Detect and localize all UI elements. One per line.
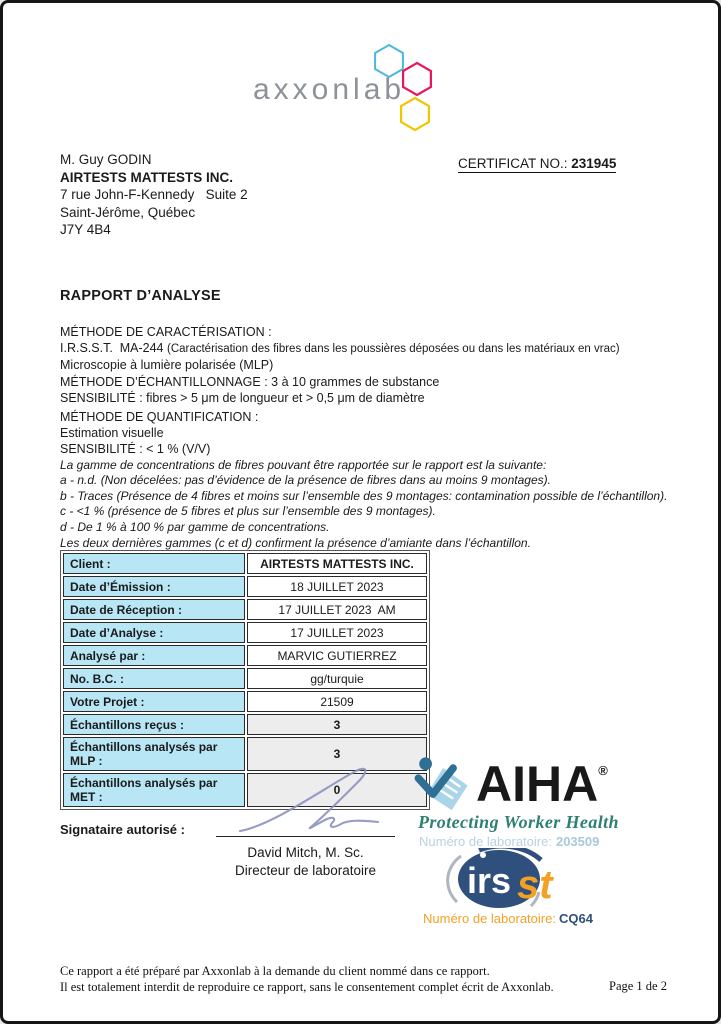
row-label: Date d’Analyse : (63, 622, 245, 643)
irsst-lab-value: CQ64 (558, 911, 593, 926)
irsst-method-description: (Caractérisation des fibres dans les poussières déposées ou dans les matériaux en vrac) (166, 343, 620, 356)
table-row (63, 599, 427, 620)
row-value: 0 (247, 773, 427, 807)
signatory-block (208, 844, 403, 880)
row-value: MARVIC GUTIERREZ (247, 645, 427, 666)
registered-trademark-symbol: ® (598, 763, 608, 778)
irsst-text-orange: st (517, 863, 553, 907)
caracterisation-line2: Microscopie à lumière polarisée (MLP) (60, 358, 274, 373)
method-quantification (60, 409, 680, 551)
table-row (63, 714, 427, 735)
recipient-company: AIRTESTS MATTESTS INC. (60, 169, 234, 185)
axxonlab-logo (253, 41, 448, 147)
note-c: c - <1 % (présence de 5 fibres et plus sur l’ensemble des 9 montages). (60, 504, 436, 519)
row-value: 18 JUILLET 2023 (247, 576, 427, 597)
table-row (63, 576, 427, 597)
logo-wordmark: axxonlab (253, 73, 406, 106)
row-value: 3 (247, 714, 427, 735)
footer-line1: Ce rapport a été préparé par Axxonlab à la demande du client nommé dans ce rapport. (60, 964, 490, 978)
certificate-label: CERTIFICAT NO.: (458, 156, 568, 171)
handwritten-signature (228, 765, 413, 837)
aiha-tagline: Protecting Worker Health (418, 812, 619, 832)
footer-disclaimer (60, 963, 620, 995)
recipient-postal-code: J7Y 4B4 (60, 222, 111, 237)
signatory-name: David Mitch, M. Sc. (247, 845, 364, 860)
recipient-address (60, 151, 248, 239)
row-label: Date de Réception : (63, 599, 245, 620)
quantification-line2: SENSIBILITÉ : < 1 % (V/V) (60, 442, 211, 457)
page-number: Page 1 de 2 (609, 979, 667, 993)
irsst-text-white: irs (467, 860, 512, 901)
row-label: No. B.C. : (63, 668, 245, 689)
row-value: 17 JUILLET 2023 AM (247, 599, 427, 620)
signature-label: Signataire autorisé : (60, 822, 185, 837)
note-b: b - Traces (Présence de 4 fibres et moins sur l’ensemble des 9 montages: contamination possible de l’échantillon). (60, 488, 668, 503)
table-row (63, 691, 427, 712)
table-row (63, 645, 427, 666)
aiha-acronym: AIHA (476, 756, 599, 812)
row-label: Échantillons analysés par MLP : (63, 737, 245, 771)
row-value: 21509 (247, 691, 427, 712)
certificate-value: 231945 (571, 156, 617, 171)
table-row (63, 553, 427, 574)
row-value: gg/turquie (247, 668, 427, 689)
note-d: d - De 1 % à 100 % par gamme de concentrations. (60, 519, 330, 534)
aiha-logo (414, 754, 664, 814)
footer-line2: Il est totalement interdit de reproduire ce rapport, sans le consentement complet écrit de Axxonlab. (60, 980, 554, 994)
hexagon-yellow-icon (401, 98, 429, 130)
irsst-lab-label: Numéro de laboratoire: (423, 911, 556, 926)
row-label: Votre Projet : (63, 691, 245, 712)
quantification-heading: MÉTHODE DE QUANTIFICATION : (60, 410, 259, 424)
recipient-street: 7 rue John-F-Kennedy Suite 2 (60, 187, 248, 202)
row-label: Analysé par : (63, 645, 245, 666)
recipient-name: M. Guy GODIN (60, 152, 152, 167)
row-value: 3 (247, 737, 427, 771)
hexagon-pink-icon (403, 63, 431, 95)
signature-line (216, 836, 395, 837)
caracterisation-line4: SENSIBILITÉ : fibres > 5 μm de longueur et > 0,5 μm de diamètre (60, 390, 425, 405)
aiha-lab-value: 203509 (555, 834, 600, 849)
recipient-city: Saint-Jérôme, Québec (60, 204, 196, 220)
caracterisation-heading: MÉTHODE DE CARACTÉRISATION : (60, 325, 272, 339)
certificate-number (458, 156, 616, 173)
table-row (63, 622, 427, 643)
irsst-logo (431, 848, 601, 912)
aiha-lab-label: Numéro de laboratoire: (419, 834, 552, 849)
row-value: 17 JUILLET 2023 (247, 622, 427, 643)
aiha-lab-number (419, 834, 599, 849)
method-caracterisation (60, 324, 680, 406)
quantification-notes (60, 458, 680, 552)
report-title: RAPPORT D’ANALYSE (60, 288, 221, 304)
caracterisation-line1 (60, 340, 680, 357)
row-value: AIRTESTS MATTESTS INC. (247, 553, 427, 574)
table-row (63, 668, 427, 689)
note-conclusion: Les deux dernières gammes (c et d) confirment la présence d’amiante dans l’échantillon. (60, 535, 531, 550)
row-label: Échantillons analysés par MET : (63, 773, 245, 807)
row-label: Client : (63, 553, 245, 574)
row-label: Date d’Émission : (63, 576, 245, 597)
note-intro: La gamme de concentrations de fibres pouvant être rapportée sur le rapport est la suivante: (60, 457, 547, 472)
irsst-method-ref: I.R.S.S.T. MA-244 (60, 341, 167, 356)
note-a: a - n.d. (Non décelées: pas d’évidence de la présence de fibres dans au moins 9 montages). (60, 473, 551, 488)
caracterisation-line3: MÉTHODE D’ÉCHANTILLONNAGE : 3 à 10 grammes de substance (60, 374, 440, 389)
row-label: Échantillons reçus : (63, 714, 245, 735)
aiha-check-icon (414, 755, 472, 813)
signatory-title: Directeur de laboratoire (234, 863, 377, 878)
irsst-lab-number (423, 911, 593, 926)
quantification-line1: Estimation visuelle (60, 426, 164, 441)
